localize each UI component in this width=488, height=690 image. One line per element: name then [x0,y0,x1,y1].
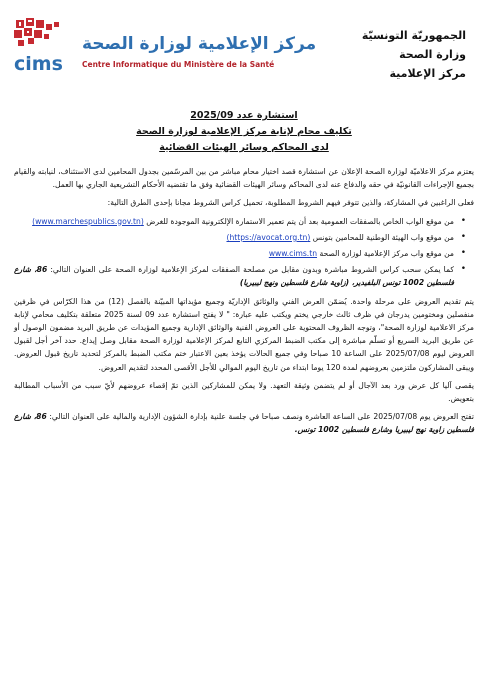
bullet-icon: • [460,248,466,259]
list-item [14,231,474,244]
list-item [14,247,474,260]
bullet-public-procurement: من موقع الواب الخاص بالصفقات العمومية بعد أن يتم تعمير الاستمارة الإلكترونية الموجودة للغرض [146,216,454,226]
bullet-icon: • [460,264,466,275]
title-scope: لدى المحاكم وسائر الهيئات القضائية [159,142,329,153]
title-subject: تكليف محام لإنابة مركز الإعلامية لوزارة الصحة [136,126,352,137]
title-block [0,108,488,156]
paragraph-exclusion: يقصى آليا كل عرض ورد بعد الآجال أو لم يتضمن وثيقة التعهد. ولا يمكن للمشاركين الذين تمّ إقصاء عروضهم لأيّ سبب من الأسباب المطالبة بتعويض. [14,380,474,404]
cims-logo [10,14,317,75]
paragraph-submission: يتم تقديم العروض على مرحلة واحدة. يُضمّن العرض الفني والوثائق الإداريّة وجميع مؤيداتها المبيّنة بالفصل (12) من هذا الكرّاس في ظرفين منفصلين ومختومين يدرجان في ظرف ثالث خارجي يختم ويكتب عليه عبارة: " لا يفتح استشارة عدد 09 لسنة 2025 متعلقة بتكليف محامي لإنابة مركز الاعلامية لوزارة الصحة"، وتوجه الظروف المحتوية على العروض الفنية والوثائق الإدارية وجميع المؤيدات عن طريق البريد مضمون الوصول أو عن طريق البريد السريع أو تسلّم مباشرة إلى مكتب الضبط المركزي التابع لمركز الإعلامية لوزارة الصحة مقابل وصل إيداع. حدد آخر أجل لقبول العروض ليوم 2025/07/08 على الساعة 10 صباحا وفي جميع الحالات يؤخذ بعين الاعتبار ختم مكتب الضبط بالمركز لتحديد تاريخ قبول العروض. ويبقى المشاركون ملتزمين بعروضهم لمدة 120 يوما ابتداء من تاريخ اليوم الموالي للأجل الأقصى المحدد لتقديم العروض. [14,296,474,372]
bullet-bar-association: من موقع واب الهيئة الوطنية للمحامين بتونس [312,232,454,242]
title-consultation-number: استشارة عدد 2025/09 [190,110,298,121]
header-ministry: وزارة الصحة [399,48,466,61]
header-center: مركز الإعلامية [389,67,466,80]
address-opening: 86، شارع فلسطين زاوية نهج ليبيريا وشارع فلسطين 1002 تونس. [14,412,474,435]
opening-text: تفتح العروض يوم 2025/07/08 على الساعة العاشرة ونصف صباحا في جلسة علنية بإدارة الشؤون الإدارية والمالية على العنوان التالي: [49,412,474,422]
header-republic: الجمهوريّة التونسيّة [361,29,466,42]
document-body [14,165,474,442]
bullet-icon: • [460,231,466,242]
paragraph-intro: يعتزم مركز الاعلاميّة لوزارة الصحة الإعلان عن استشارة قصد اختيار محام مباشر من بين المرسّمين بجدول المحامين لدى الاستئناف، لنيابته والقيام بجميع الإجراءات القانونيّة في حقه والدفاع عنه لدى المحاكم وسائر الهيئات القضائية وفق ما تقتضيه الأحكام التشريعية الجاري بها العمل. [14,167,474,190]
paragraph-download-methods: فعلى الراغبين في المشاركة، والذين تتوفر فيهم الشروط المطلوبة، تحميل كراس الشروط مجانا بإحدى الطرق التالية: [107,198,474,208]
cims-logo-icon [10,14,80,76]
cims-acronym: cims [14,53,63,75]
header-block [362,26,466,83]
address-pickup: 86، شارع فلسطين 1002 تونس البلفيدير، (زاوية شارع فلسطين ونهج ليبيريا) [14,265,454,288]
list-item [14,263,474,289]
bullet-cims-site: من موقع واب مركز الإعلامية لوزارة الصحة [319,249,454,259]
paragraph-opening [14,410,474,436]
link-avocat[interactable]: (https://avocat.org.tn) [226,232,311,242]
bullet-direct-pickup: كما يمكن سحب كراس الشروط مباشرة وبدون مقابل من مصلحة الصفقات لمركز الإعلامية لوزارة الصحة على العنوان التالي: [50,265,454,275]
list-item [14,215,474,228]
bullet-icon: • [460,215,466,226]
logo-name-arabic: مركز الإعلامية لوزارة الصحة [82,34,317,54]
link-cims[interactable]: www.cims.tn [268,249,318,259]
logo-subtitle-french: Centre Informatique du Ministère de la Santé [82,60,275,69]
link-marchespublics[interactable]: (www.marchespublics.gov.tn) [32,216,144,226]
